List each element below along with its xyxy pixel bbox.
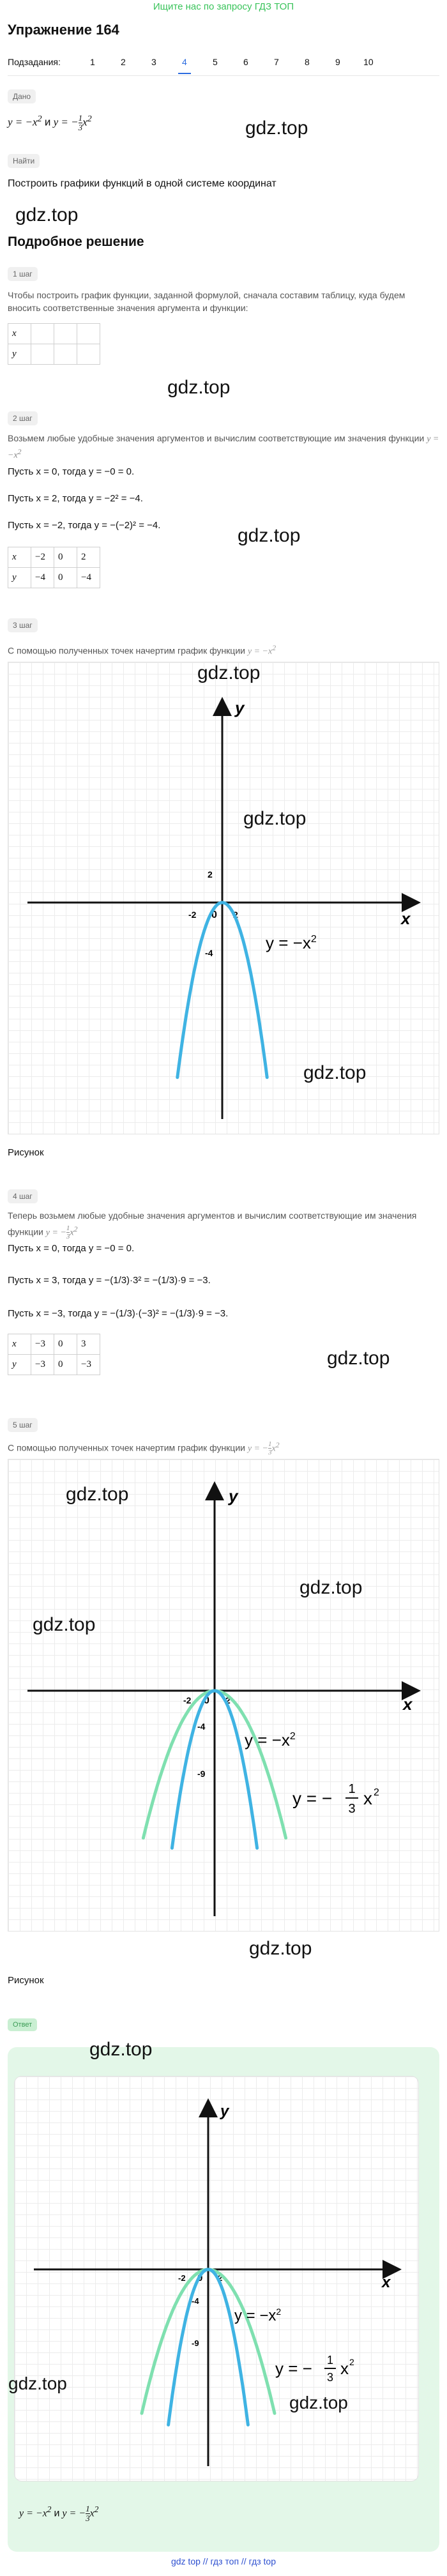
step4-line-1: Пусть x = 0, тогда y = −0 = 0. xyxy=(8,1243,135,1254)
tick-y-neg: -4 xyxy=(205,948,213,958)
empty-values-table: x y xyxy=(8,323,100,365)
step2-line-3: Пусть x = −2, тогда y = −(−2)² = −4. xyxy=(8,520,161,531)
find-text: Построить графики функций в одной системе координат xyxy=(8,178,277,189)
values-table-2: x −3 0 3 y −3 0 −3 xyxy=(8,1334,100,1375)
given-formula: $y = -x^2$ и y = − $\frac{1}{3}$ $x^2$ xyxy=(8,113,92,133)
watermark: gdz.top xyxy=(249,1938,312,1959)
subtask-tab-4[interactable]: 4 xyxy=(169,52,200,72)
subtask-tab-6[interactable]: 6 xyxy=(243,57,248,67)
given-chip: Дано xyxy=(8,89,36,103)
watermark: gdz.top xyxy=(299,1577,363,1598)
watermark: gdz.top xyxy=(89,2039,153,2060)
footer-links[interactable]: gdz top // гдз топ // гдз top xyxy=(170,2556,277,2566)
svg-text:1: 1 xyxy=(326,2354,334,2366)
graph-1 xyxy=(8,662,439,1134)
curve-label-1: $y = -x^2$ xyxy=(234,2306,282,2324)
answer-graph-canvas xyxy=(8,2077,420,2482)
subtask-tab-5[interactable]: 5 xyxy=(213,57,218,67)
divider xyxy=(8,75,439,76)
tick-y-pos: 2 xyxy=(208,869,213,880)
subtasks-label: Подзадания: xyxy=(8,57,61,67)
step3-chip: 3 шаг xyxy=(8,618,38,632)
step1-chip: 1 шаг xyxy=(8,267,38,281)
watermark: gdz.top xyxy=(289,2393,348,2412)
tick-x-neg: -2 xyxy=(188,910,197,920)
values-table-1: x −2 0 2 y −4 0 −4 xyxy=(8,547,100,588)
answer-graph xyxy=(8,2076,419,2481)
step2-line-2: Пусть x = 2, тогда y = −2² = −4. xyxy=(8,493,143,504)
watermark: gdz.top xyxy=(243,808,307,829)
subtasks-nav xyxy=(8,52,384,72)
watermark: gdz.top xyxy=(238,525,301,546)
svg-text:2: 2 xyxy=(374,1787,379,1798)
origin-label: 0 xyxy=(204,1695,209,1706)
origin-label: 0 xyxy=(197,2273,203,2283)
svg-text:3: 3 xyxy=(326,2371,334,2384)
origin-label: 0 xyxy=(211,910,217,920)
graph-1-canvas xyxy=(8,662,440,1135)
search-hint-link[interactable]: Ищите нас по запросу ГДЗ ТОП xyxy=(153,1,294,12)
tick-y-neg-9: -9 xyxy=(197,1769,206,1779)
y-axis-label: y xyxy=(235,698,245,717)
tick-x-neg: -2 xyxy=(178,2273,186,2283)
solution-title: Подробное решение xyxy=(8,234,144,249)
tick-x-pos: 2 xyxy=(218,2273,223,2283)
step5-chip: 5 шаг xyxy=(8,1418,38,1432)
figure-label: Рисунок xyxy=(8,1975,44,1986)
step4-line-2: Пусть x = 3, тогда y = −(1/3)·3² = −(1/3)·9 = −3. xyxy=(8,1275,211,1286)
tick-x-pos: 2 xyxy=(233,910,238,920)
step5-text: С помощью полученных точек начертим график функции y = − $\frac{1}{3}$ $x^2$ xyxy=(8,1440,280,1457)
subtask-tab-9[interactable]: 9 xyxy=(335,57,340,67)
step2-text: Возьмем любые удобные значения аргументов и вычислим соответствующие им значения функции $y = -x^2$ xyxy=(8,433,439,461)
svg-text:x: x xyxy=(363,1788,372,1808)
curve-label: $y = -x^2$ xyxy=(266,933,317,952)
watermark: gdz.top xyxy=(197,662,261,683)
watermark: gdz.top xyxy=(66,1484,129,1505)
graph-2-canvas xyxy=(8,1459,440,1932)
subtask-tab-8[interactable]: 8 xyxy=(305,57,310,67)
tick-y-neg-9: -9 xyxy=(192,2338,199,2348)
figure-label: Рисунок xyxy=(8,1147,44,1158)
svg-text:y = −: y = − xyxy=(292,1788,333,1808)
watermark: gdz.top xyxy=(15,204,79,225)
svg-text:2: 2 xyxy=(349,2357,354,2367)
x-axis-label: x xyxy=(382,2274,391,2291)
tick-x-neg: -2 xyxy=(183,1695,192,1705)
svg-text:1: 1 xyxy=(348,1782,356,1796)
tick-x-pos: 2 xyxy=(225,1695,231,1705)
curve-label-2 xyxy=(275,2354,354,2384)
step4-text: Теперь возьмем любые удобные значения аргументов и вычислим соответствующие им значения функции y = − $\frac{1}{3}$ $x^2$ xyxy=(8,1210,417,1241)
answer-formula: $y = -x^2$ и y = − $\frac{1}{3}$ $x^2$ xyxy=(19,2504,99,2524)
step4-line-3: Пусть x = −3, тогда y = −(1/3)·(−3)² = −(1/3)·9 = −3. xyxy=(8,1308,229,1319)
tick-y-neg-4: -4 xyxy=(197,1721,206,1732)
find-chip: Найти xyxy=(8,154,40,168)
step2-line-1: Пусть x = 0, тогда y = −0 = 0. xyxy=(8,466,135,477)
watermark: gdz.top xyxy=(33,1614,96,1635)
y-axis-label: y xyxy=(220,2103,229,2120)
svg-text:x: x xyxy=(340,2359,349,2378)
step3-text: С помощью полученных точек начертим график функции $y = -x^2$ xyxy=(8,644,277,657)
subtask-tab-2[interactable]: 2 xyxy=(121,57,126,67)
page-title: Упражнение 164 xyxy=(8,22,119,38)
curve-label-1: $y = -x^2$ xyxy=(245,1730,296,1749)
y-axis-label: y xyxy=(229,1486,238,1505)
watermark: gdz.top xyxy=(8,2374,67,2393)
answer-chip: Ответ xyxy=(8,2018,37,2031)
subtask-tab-3[interactable]: 3 xyxy=(151,57,156,67)
watermark: gdz.top xyxy=(167,377,231,398)
watermark: gdz.top xyxy=(245,118,308,139)
svg-text:3: 3 xyxy=(348,1802,356,1816)
x-axis-label: x xyxy=(401,909,411,928)
subtask-tab-1[interactable]: 1 xyxy=(90,57,95,67)
tick-y-neg-4: -4 xyxy=(192,2296,199,2306)
x-axis-label: x xyxy=(403,1695,413,1714)
subtask-tab-7[interactable]: 7 xyxy=(274,57,279,67)
watermark: gdz.top xyxy=(303,1062,367,1083)
svg-text:y = −: y = − xyxy=(275,2359,312,2378)
graph-2 xyxy=(8,1459,439,1932)
subtask-tab-10[interactable]: 10 xyxy=(363,57,374,67)
step1-text: Чтобы построить график функции, заданной формулой, сначала составим таблицу, куда будем вносить соответственные значения аргумента и функции: xyxy=(8,290,405,313)
curve-label-2 xyxy=(292,1782,379,1816)
step4-chip: 4 шаг xyxy=(8,1189,38,1203)
step2-chip: 2 шаг xyxy=(8,411,38,425)
watermark: gdz.top xyxy=(327,1348,390,1369)
